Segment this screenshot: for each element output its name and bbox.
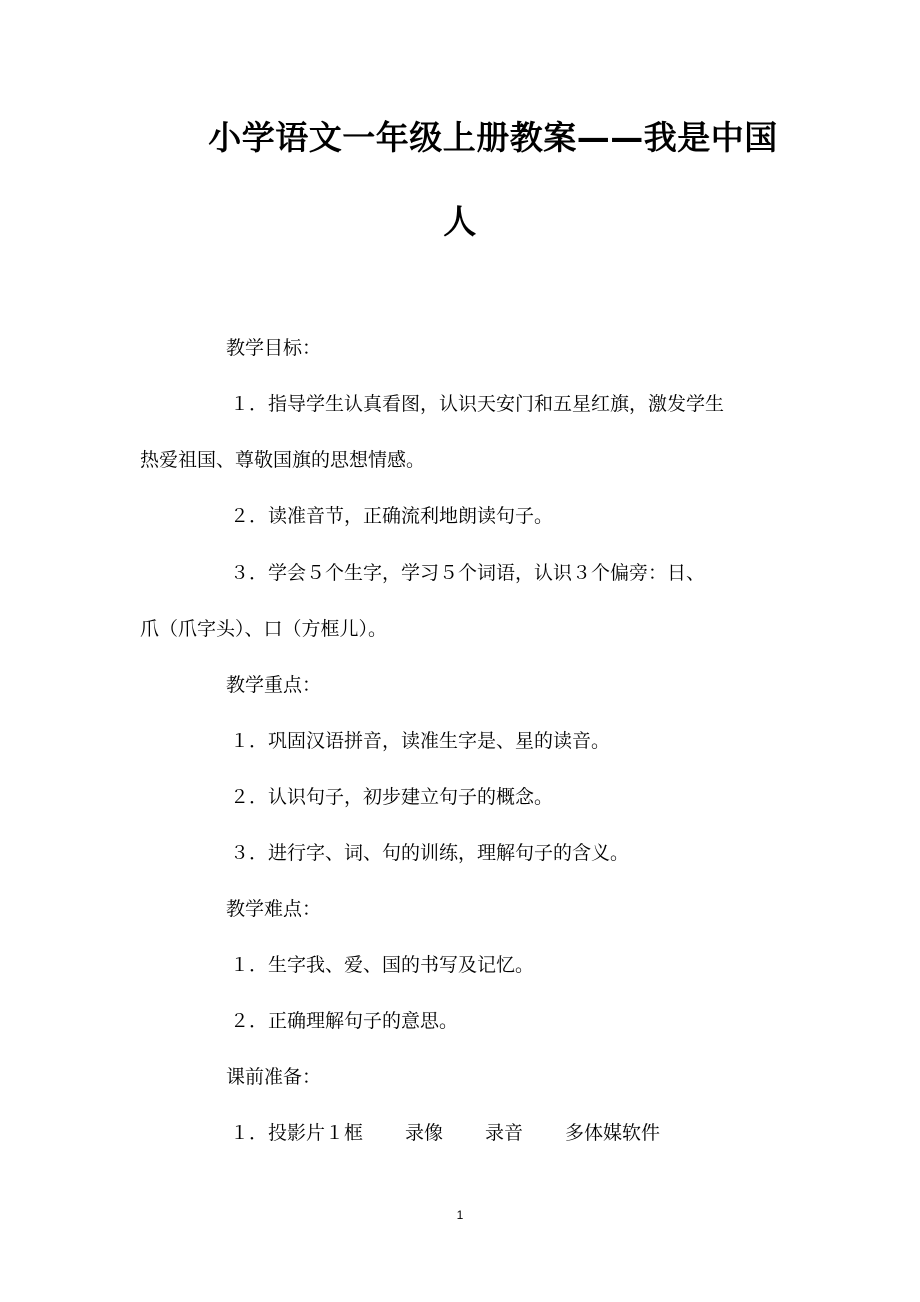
- objective-item-1-line-1: １．指导学生认真看图，认识天安门和五星红旗，激发学生: [230, 393, 725, 415]
- objective-item-1-line-2: 热爱祖国、尊敬国旗的思想情感。: [140, 449, 426, 471]
- objective-item-3-line-2: 爪（爪字头）、口（方框儿）。: [140, 618, 388, 640]
- key-points-heading: 教学重点：: [226, 674, 322, 696]
- page-title-line-1: 小学语文一年级上册教案——我是中国: [208, 118, 778, 157]
- preparation-heading: 课前准备：: [226, 1066, 322, 1088]
- objectives-heading: 教学目标：: [226, 337, 322, 359]
- preparation-item-1: [230, 1119, 660, 1147]
- objective-item-2: ２．读准音节，正确流利地朗读句子。: [230, 505, 554, 527]
- difficulties-heading: 教学难点：: [226, 898, 322, 920]
- page-title-line-2: 人: [443, 202, 477, 241]
- difficulty-item-1: １．生字我、爱、国的书写及记忆。: [230, 954, 535, 976]
- preparation-item-1-software: 多体媒软件: [565, 1122, 661, 1144]
- difficulty-item-2: ２．正确理解句子的意思。: [230, 1010, 459, 1032]
- key-point-item-3: ３．进行字、词、句的训练，理解句子的含义。: [230, 842, 630, 864]
- preparation-item-1-audio: 录音: [485, 1122, 524, 1144]
- objective-item-3-line-1: ３．学会５个生字，学习５个词语，认识３个偏旁：日、: [230, 562, 706, 584]
- preparation-item-1-slides: １．投影片１框: [230, 1122, 364, 1144]
- key-point-item-1: １．巩固汉语拼音，读准生字是、星的读音。: [230, 730, 611, 752]
- page-number: 1: [456, 1208, 464, 1222]
- preparation-item-1-video: 录像: [405, 1122, 444, 1144]
- key-point-item-2: ２．认识句子，初步建立句子的概念。: [230, 786, 554, 808]
